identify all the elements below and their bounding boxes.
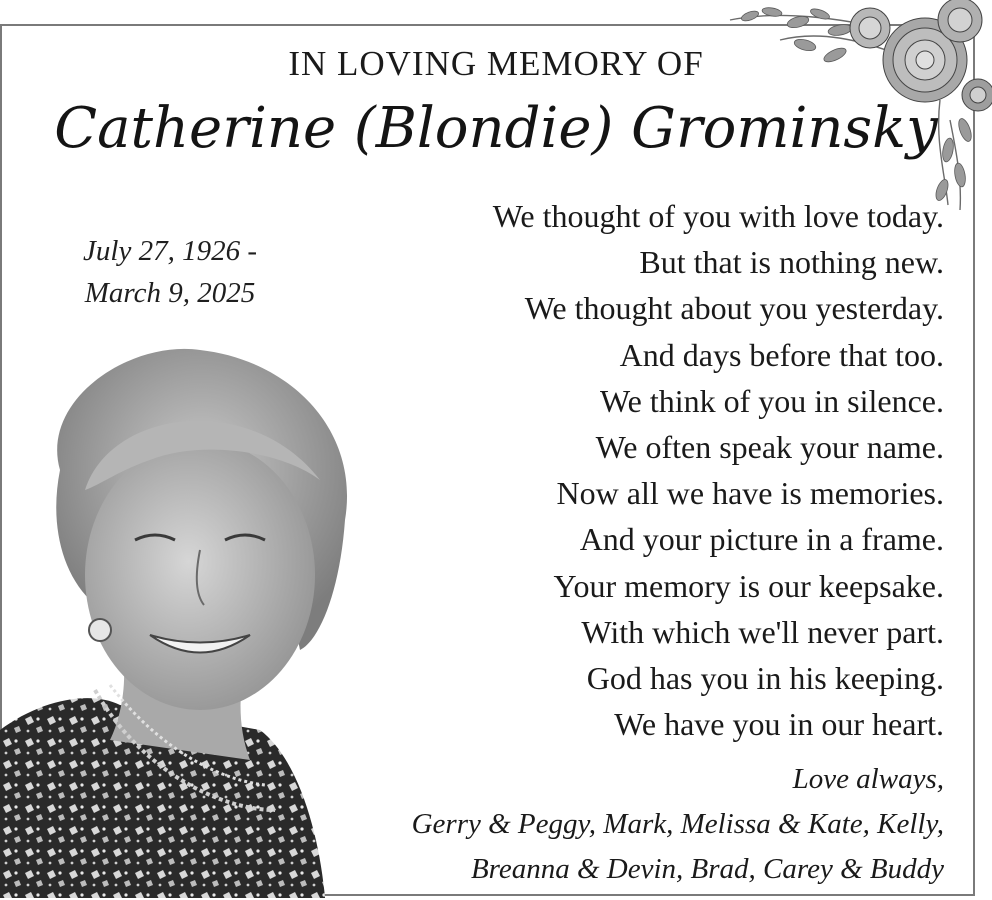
- death-date: March 9, 2025: [84, 277, 256, 309]
- poem-line: With which we'll never part.: [581, 613, 944, 650]
- poem-line: Your memory is our keepsake.: [553, 567, 944, 604]
- family-names-line-1: Gerry & Peggy, Mark, Melissa & Kate, Kelly,: [411, 808, 944, 840]
- heading-text: IN LOVING MEMORY OF: [288, 44, 704, 83]
- poem-line: Now all we have is memories.: [556, 475, 944, 512]
- poem-line: We think of you in silence.: [599, 382, 944, 419]
- closing-text: Love always,: [792, 763, 944, 795]
- life-dates: [40, 230, 300, 314]
- family-names-line-2: Breanna & Devin, Brad, Carey & Buddy: [470, 853, 944, 885]
- deceased-name: Catherine (Blondie) Grominsky: [54, 96, 938, 161]
- memorial-poem: [344, 193, 944, 747]
- portrait-photo: [0, 340, 360, 898]
- poem-line: And your picture in a frame.: [579, 521, 944, 558]
- poem-line: And days before that too.: [619, 336, 944, 373]
- poem-line: God has you in his keeping.: [586, 660, 944, 697]
- birth-date: July 27, 1926 -: [83, 235, 257, 267]
- poem-line: We thought of you with love today.: [492, 198, 944, 234]
- poem-line: But that is nothing new.: [639, 244, 944, 281]
- poem-line: We thought about you yesterday.: [524, 290, 944, 327]
- page-title: [0, 44, 992, 84]
- poem-line: We have you in our heart.: [614, 706, 944, 743]
- poem-line: We often speak your name.: [595, 429, 944, 466]
